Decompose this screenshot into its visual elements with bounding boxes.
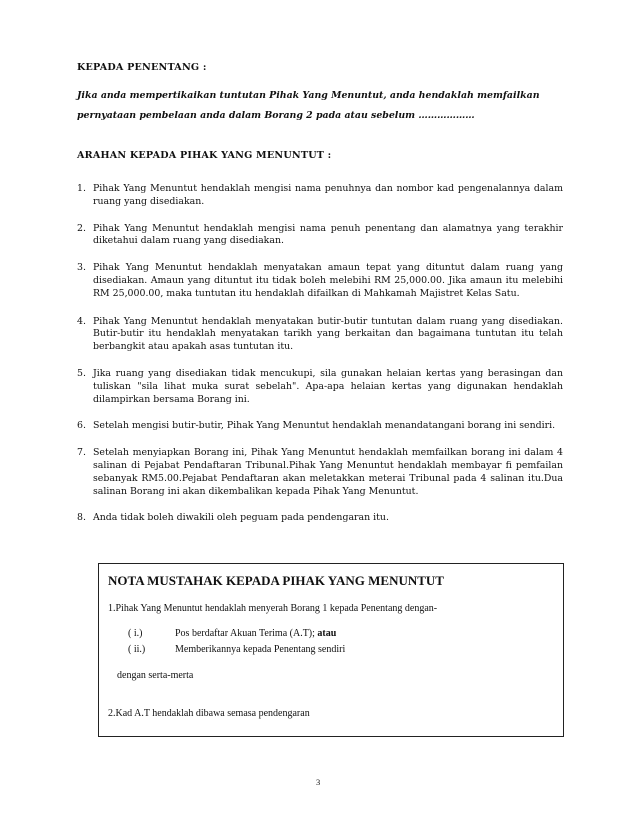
item-text: Anda tidak boleh diwakili oleh peguam pada pendengaran itu. [93, 512, 389, 524]
list-item [77, 447, 563, 498]
note-option-2-text: Memberikannya kepada Penentang sendiri [175, 644, 346, 655]
note-option-2-number: ( ii.) [128, 644, 146, 655]
list-item [77, 368, 563, 406]
list-item [77, 420, 563, 433]
item-number: 7. [77, 447, 86, 459]
note-option-1-number: ( i.) [128, 628, 143, 639]
note-line-4: 2.Kad A.T hendaklah dibawa semasa pendengaran [108, 708, 310, 719]
item-number: 5. [77, 367, 86, 379]
note-option-1 [128, 628, 336, 639]
list-item [77, 183, 563, 209]
heading-kepada-penentang: KEPADA PENENTANG : [77, 62, 207, 73]
item-number: 8. [77, 512, 86, 524]
item-text: Pihak Yang Menuntut hendaklah menyatakan amaun tepat yang dituntut dalam ruang yang disediakan. Amaun yang dituntut itu tidak boleh melebihi RM 25,000.00. Jika amaun itu melebihi RM 25,000.00, maka tuntutan itu hendaklah difailkan di Mahkamah Majistret Kelas Satu. [93, 262, 563, 299]
note-line-3: dengan serta-merta [117, 670, 194, 681]
item-number: 2. [77, 222, 86, 234]
note-option-1-text: Pos berdaftar Akuan Terima (A.T); [175, 628, 318, 639]
intro-line-1: Jika anda mempertikaikan tuntutan Pihak Yang Menuntut, anda hendaklah memfailkan [77, 90, 540, 101]
instruction-list [77, 183, 563, 525]
item-text: Setelah mengisi butir-butir, Pihak Yang Menuntut hendaklah menandatangani borang ini sendiri. [93, 420, 556, 432]
heading-arahan: ARAHAN KEPADA PIHAK YANG MENUNTUT : [77, 150, 332, 161]
item-text: Pihak Yang Menuntut hendaklah mengisi nama penuh penentang dan alamatnya yang terakhir diketahui dalam ruang yang disediakan. [93, 222, 563, 247]
important-note-box [98, 563, 564, 737]
note-option-1-bold: atau [317, 628, 337, 639]
note-line-1: 1.Pihak Yang Menuntut hendaklah menyerah Borang 1 kepada Penentang dengan- [108, 603, 438, 614]
intro-paragraph [77, 86, 567, 126]
list-item [77, 262, 563, 300]
intro-line-2: pernyataan pembelaan anda dalam Borang 2 pada atau sebelum ……………… [77, 110, 475, 121]
list-item [77, 316, 563, 354]
item-text: Setelah menyiapkan Borang ini, Pihak Yang Menuntut hendaklah memfailkan borang ini dalam 4 salinan di Pejabat Pendaftaran Tribunal.Pihak Yang Menuntut hendaklah membayar fi pemfailan sebanyak RM5.00.Pejabat Pendaftaran akan meletakkan meterai Tribunal pada 4 salinan itu.Dua salinan Borang ini akan dikembalikan kepada Pihak Yang Menuntut. [93, 447, 563, 497]
item-text: Jika ruang yang disediakan tidak mencukupi, sila gunakan helaian kertas yang berasingan dan tuliskan "sila lihat muka surat sebelah". Apa-apa helaian kertas yang digunakan hendaklah dilampirkan bersama Borang ini. [93, 367, 563, 405]
note-title: NOTA MUSTAHAK KEPADA PIHAK YANG MENUNTUT [108, 573, 444, 588]
item-number: 6. [77, 420, 86, 432]
item-text: Pihak Yang Menuntut hendaklah menyatakan butir-butir tuntutan dalam ruang yang disediakan. Butir-butir itu hendaklah menyatakan tarikh yang berkaitan dan bagaimana tuntutan itu telah berbangkit atau apakah asas tuntutan itu. [93, 315, 563, 353]
item-number: 4. [77, 315, 86, 327]
item-number: 3. [77, 262, 86, 274]
note-option-2 [128, 644, 345, 655]
item-text: Pihak Yang Menuntut hendaklah mengisi nama penuhnya dan nombor kad pengenalannya dalam ruang yang disediakan. [93, 183, 563, 207]
list-item [77, 223, 563, 249]
item-number: 1. [77, 183, 86, 194]
list-item [77, 512, 563, 525]
page-number: 3 [316, 777, 321, 787]
